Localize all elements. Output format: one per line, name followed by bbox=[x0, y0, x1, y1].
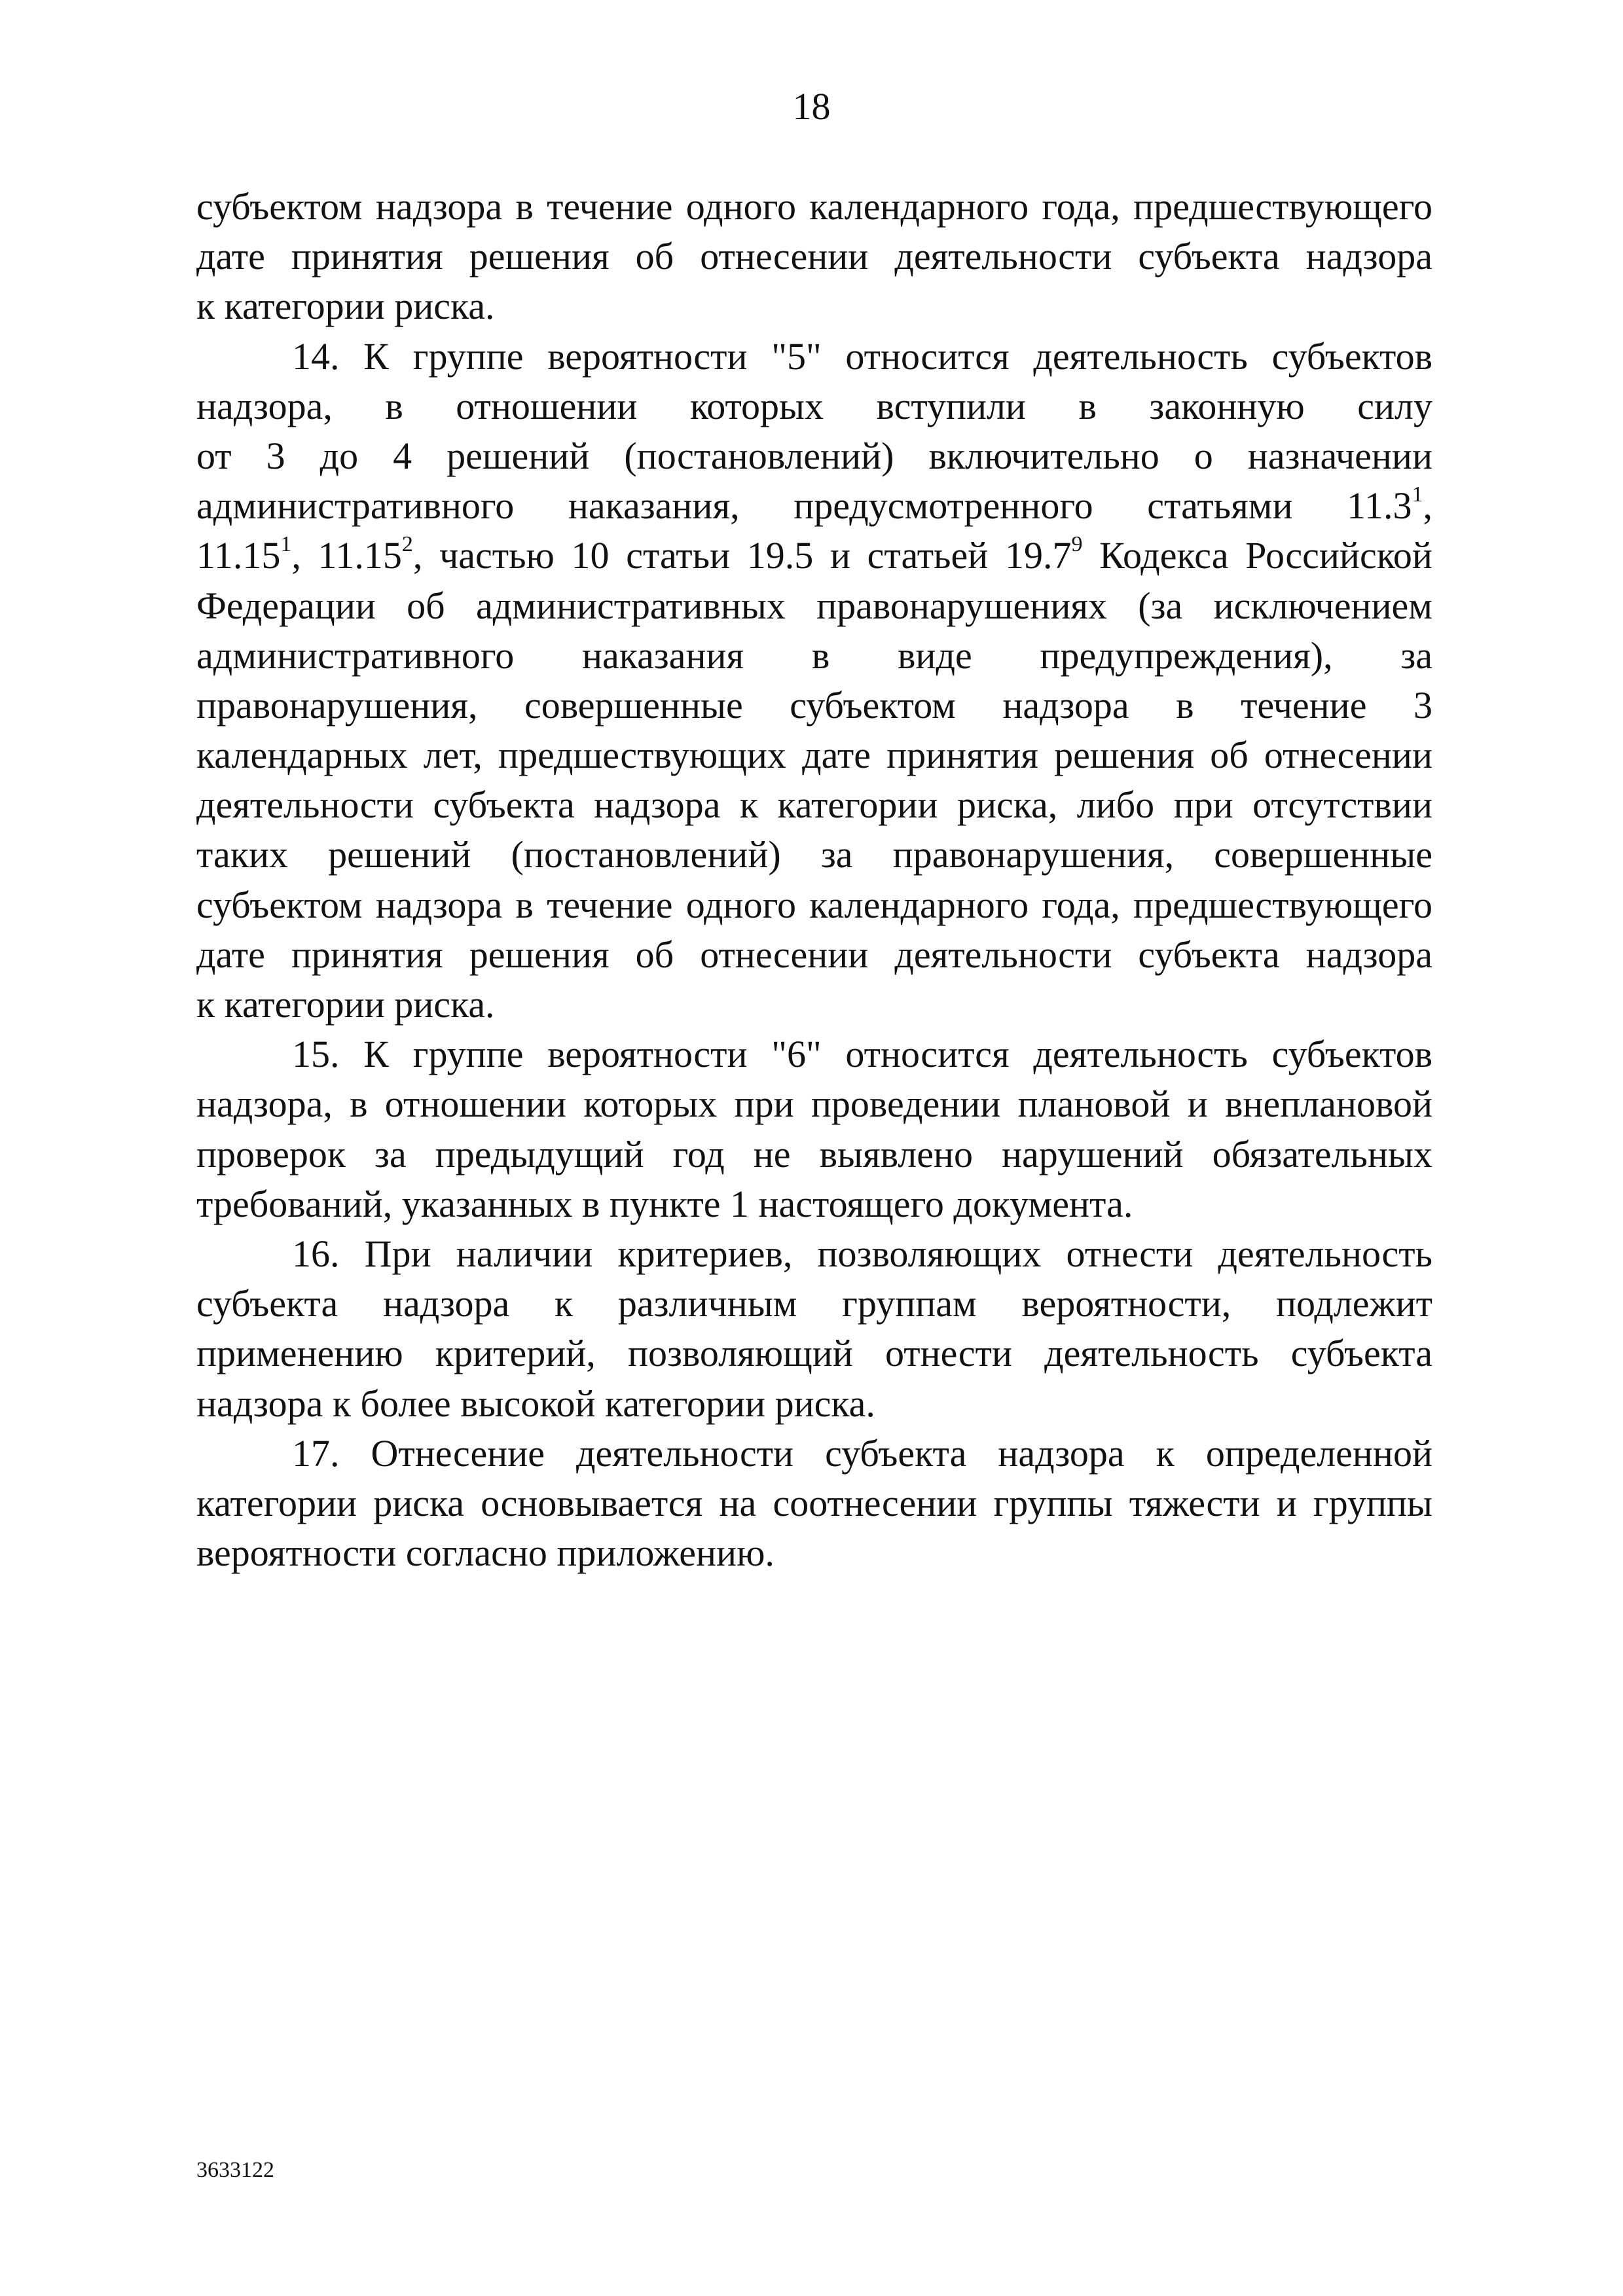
text-line bbox=[196, 431, 1432, 481]
text-run: административного наказания, предусмотренного статьями 11.3 bbox=[196, 484, 1412, 528]
superscript: 2 bbox=[401, 532, 413, 557]
text-line bbox=[196, 631, 1432, 681]
text-run: правонарушения, совершенные субъектом надзора в течение 3 bbox=[196, 683, 1432, 726]
text-line bbox=[196, 531, 1432, 581]
paragraph bbox=[196, 332, 1432, 1030]
text-line bbox=[196, 182, 1432, 232]
text-line bbox=[196, 681, 1432, 730]
text-run: Кодекса Российской bbox=[1082, 534, 1432, 577]
document-body bbox=[196, 182, 1432, 1578]
text-line bbox=[196, 382, 1432, 431]
document-code: 3633122 bbox=[196, 2158, 274, 2182]
text-run: 15. К группе вероятности "6" относится деятельность субъектов bbox=[292, 1033, 1432, 1076]
text-line bbox=[196, 1179, 1432, 1229]
text-line bbox=[196, 880, 1432, 930]
text-run: , bbox=[1423, 484, 1432, 528]
text-run: применению критерий, позволяющий отнести деятельность субъекта bbox=[196, 1332, 1432, 1375]
text-run: административного наказания в виде предупреждения), за bbox=[196, 634, 1432, 677]
superscript: 9 bbox=[1071, 532, 1083, 557]
text-line bbox=[196, 1229, 1432, 1279]
text-run: 16. При наличии критериев, позволяющих отнести деятельность bbox=[292, 1232, 1432, 1275]
text-line bbox=[196, 1030, 1432, 1079]
text-run: таких решений (постановлений) за правонарушения, совершенные bbox=[196, 833, 1432, 876]
text-line bbox=[196, 332, 1432, 382]
text-line bbox=[196, 1130, 1432, 1179]
text-line bbox=[196, 1429, 1432, 1479]
text-run: Федерации об административных правонарушениях (за исключением bbox=[196, 584, 1432, 627]
text-line bbox=[196, 1079, 1432, 1129]
text-line bbox=[196, 780, 1432, 830]
text-run: вероятности согласно приложению. bbox=[196, 1532, 775, 1575]
text-run: к категории риска. bbox=[196, 983, 495, 1026]
paragraph bbox=[196, 1229, 1432, 1429]
text-line bbox=[196, 930, 1432, 980]
text-run: субъекта надзора к различным группам вероятности, подлежит bbox=[196, 1282, 1432, 1325]
text-run: субъектом надзора в течение одного календарного года, предшествующего bbox=[196, 883, 1432, 926]
text-line bbox=[196, 581, 1432, 631]
text-run: требований, указанных в пункте 1 настоящего документа. bbox=[196, 1182, 1133, 1225]
text-run: к категории риска. bbox=[196, 285, 495, 328]
text-line bbox=[196, 1279, 1432, 1329]
text-line bbox=[196, 730, 1432, 780]
paragraph bbox=[196, 182, 1432, 332]
text-line bbox=[196, 1379, 1432, 1429]
text-run: календарных лет, предшествующих дате принятия решения об отнесении bbox=[196, 734, 1432, 777]
text-line bbox=[196, 1329, 1432, 1378]
paragraph bbox=[196, 1429, 1432, 1579]
text-line bbox=[196, 1479, 1432, 1528]
text-run: дате принятия решения об отнесении деятельности субъекта надзора bbox=[196, 235, 1432, 278]
paragraph bbox=[196, 1030, 1432, 1229]
text-line bbox=[196, 1528, 1432, 1578]
text-run: от 3 до 4 решений (постановлений) включительно о назначении bbox=[196, 434, 1432, 477]
text-run: 17. Отнесение деятельности субъекта надзора к определенной bbox=[292, 1431, 1432, 1475]
superscript: 1 bbox=[1412, 482, 1423, 507]
text-run: 14. К группе вероятности "5" относится деятельность субъектов bbox=[292, 334, 1432, 378]
text-run: надзора к более высокой категории риска. bbox=[196, 1382, 875, 1425]
text-run: надзора, в отношении которых вступили в законную силу bbox=[196, 384, 1432, 427]
text-run: категории риска основывается на соотнесении группы тяжести и группы bbox=[196, 1481, 1432, 1524]
text-run: субъектом надзора в течение одного календарного года, предшествующего bbox=[196, 185, 1432, 228]
text-run: деятельности субъекта надзора к категории риска, либо при отсутствии bbox=[196, 783, 1432, 827]
text-run: дате принятия решения об отнесении деятельности субъекта надзора bbox=[196, 933, 1432, 976]
text-run: , частью 10 статьи 19.5 и статьей 19.7 bbox=[412, 534, 1072, 577]
page-number: 18 bbox=[792, 85, 831, 128]
text-line bbox=[196, 980, 1432, 1030]
text-run: 11.15 bbox=[196, 534, 281, 577]
text-run: надзора, в отношении которых при проведении плановой и внеплановой bbox=[196, 1083, 1432, 1126]
text-line bbox=[196, 232, 1432, 281]
text-line bbox=[196, 481, 1432, 531]
text-line bbox=[196, 830, 1432, 880]
text-run: , 11.15 bbox=[291, 534, 402, 577]
text-line bbox=[196, 281, 1432, 331]
superscript: 1 bbox=[280, 532, 292, 557]
text-run: проверок за предыдущий год не выявлено нарушений обязательных bbox=[196, 1132, 1432, 1175]
